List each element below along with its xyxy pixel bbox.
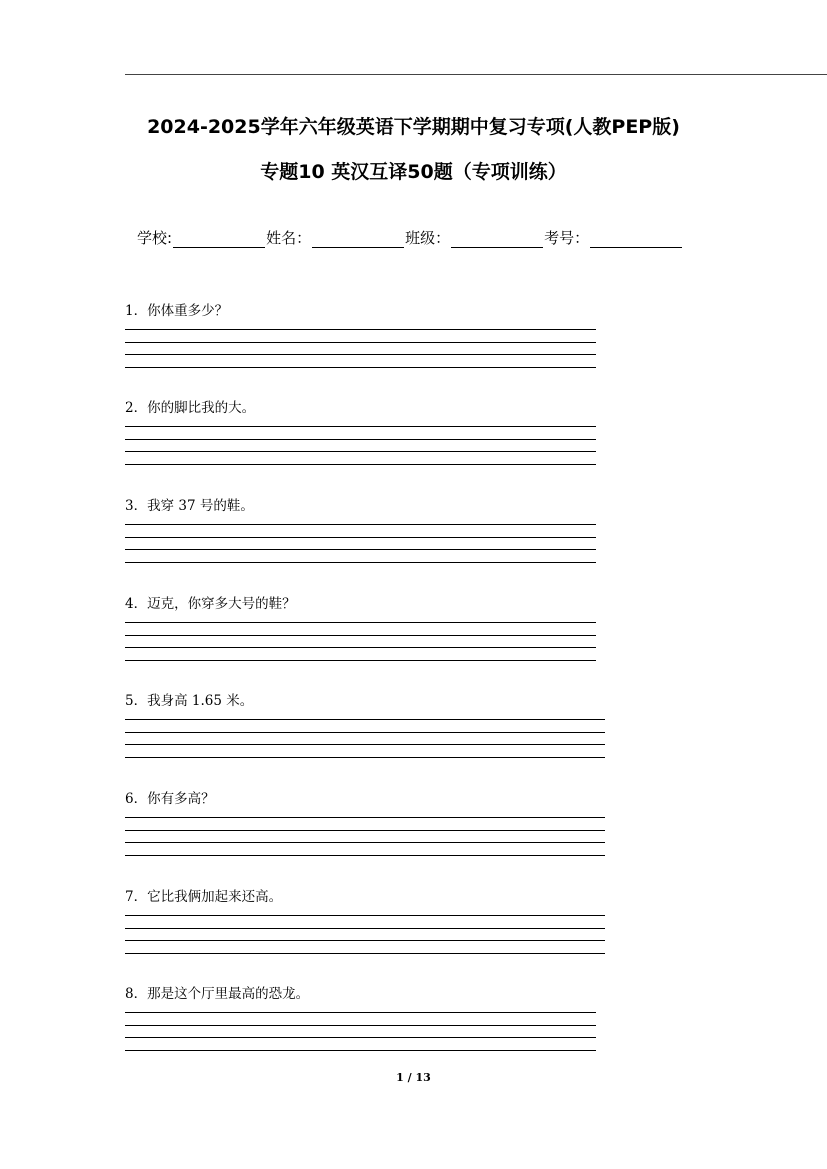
question-text: 4．迈克，你穿多大号的鞋？	[125, 596, 296, 612]
answer-lines[interactable]	[125, 817, 605, 856]
document-subtitle: 专题10 英汉互译50题（专项训练）	[260, 161, 567, 183]
answer-lines[interactable]	[125, 1012, 596, 1051]
school-label: 学校:	[137, 229, 173, 247]
student-info-row	[137, 227, 683, 248]
question-4	[125, 594, 596, 672]
answer-lines[interactable]	[125, 915, 605, 954]
name-label: 姓名：	[266, 229, 312, 247]
document-title: 2024-2025学年六年级英语下学期期中复习专项(人教PEP版)	[147, 116, 680, 138]
answer-lines[interactable]	[125, 426, 596, 465]
question-text: 7．它比我俩加起来还高。	[125, 889, 283, 905]
answer-lines[interactable]	[125, 622, 596, 661]
exam-number-label: 考号：	[544, 229, 590, 247]
answer-lines[interactable]	[125, 524, 596, 563]
exam-number-blank[interactable]	[590, 231, 682, 248]
question-text: 8．那是这个厅里最高的恐龙。	[125, 986, 310, 1002]
question-text: 2．你的脚比我的大。	[125, 400, 256, 416]
question-text: 5．我身高 1.65 米。	[125, 693, 254, 709]
class-blank[interactable]	[451, 231, 543, 248]
question-1	[125, 301, 596, 379]
header-rule	[125, 74, 827, 75]
question-text: 6．你有多高？	[125, 791, 215, 807]
question-text: 1．你体重多少？	[125, 303, 229, 319]
name-blank[interactable]	[312, 231, 404, 248]
question-5	[125, 691, 605, 769]
answer-lines[interactable]	[125, 329, 596, 368]
question-7	[125, 887, 605, 965]
question-8	[125, 984, 596, 1062]
page-number: 1 / 13	[396, 1071, 431, 1084]
question-3	[125, 496, 596, 574]
question-text: 3．我穿 37 号的鞋。	[125, 498, 254, 514]
question-2	[125, 398, 596, 476]
class-label: 班级：	[405, 229, 451, 247]
school-blank[interactable]	[173, 231, 265, 248]
question-6	[125, 789, 605, 867]
answer-lines[interactable]	[125, 719, 605, 758]
